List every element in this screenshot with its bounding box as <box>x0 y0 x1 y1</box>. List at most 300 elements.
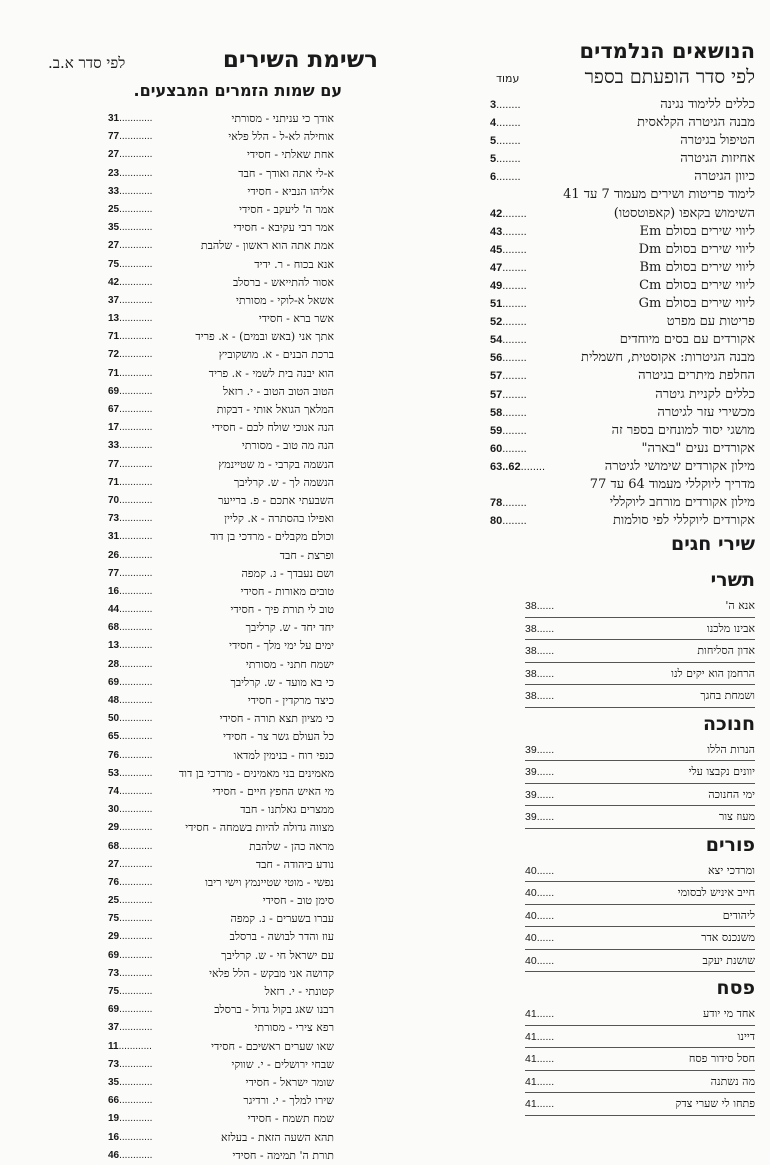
toc-page-number: 45 ........ <box>490 241 527 259</box>
holiday-song-row <box>525 686 755 708</box>
toc-row <box>490 367 755 385</box>
holiday-song-title: מעוז צור <box>718 810 755 823</box>
song-list-page: 73 ..... <box>108 1056 152 1074</box>
song-list-row <box>108 1092 334 1110</box>
holiday-song-page: 38 ...... <box>525 664 554 685</box>
song-list-title: אחת שאלתי - חסידי <box>247 148 334 162</box>
song-list-row <box>108 583 334 601</box>
song-list-page: 35 ..... <box>108 219 152 237</box>
song-list-title: נודע ביהודה - חבד <box>255 857 334 871</box>
song-list-page: 73 ..... <box>108 510 152 528</box>
song-list-title: הנשמה לך - ש. קרליבך <box>233 475 334 489</box>
topics-column <box>490 38 755 1110</box>
song-list-title: יחד יחד - ש. קרליבך <box>245 621 334 635</box>
holiday-song-row <box>525 928 755 950</box>
song-list-row <box>108 419 334 437</box>
topics-list <box>490 96 755 530</box>
toc-page-number: 43 ........ <box>490 223 527 241</box>
song-list-row <box>108 256 334 274</box>
toc-title: מושגי יסוד למונחים בספר זה <box>611 422 755 438</box>
toc-row <box>490 241 755 259</box>
songs-list <box>108 110 334 1165</box>
song-list-page: 72 ..... <box>108 346 152 364</box>
song-list-page: 13 ..... <box>108 310 152 328</box>
toc-page-number: 52 ........ <box>490 313 527 331</box>
song-list-page: 50 ..... <box>108 710 152 728</box>
song-list-row <box>108 165 334 183</box>
song-list-title: כי בא מועד - ש. קרליבך <box>230 675 334 689</box>
song-list-row <box>108 510 334 528</box>
holiday-song-page: 40 ...... <box>525 951 554 972</box>
song-list-page: 69 ..... <box>108 383 152 401</box>
song-list-title: שומר ישראל - חסידי <box>245 1075 334 1089</box>
toc-page-number: 57 ........ <box>490 386 527 404</box>
song-list-row <box>108 292 334 310</box>
song-list-title: עברו בשערים - נ. קמפה <box>230 912 334 926</box>
song-list-title: ואפילו בהסתרה - א. קליין <box>224 512 334 526</box>
toc-page-number: 5 ........ <box>490 150 521 168</box>
song-list-title: עם ישראל חי - ש. קרליבך <box>221 948 334 962</box>
holiday-song-page: 39 ...... <box>525 785 554 806</box>
song-list-title: כנפי רוח - בנימין למדאו <box>233 748 334 762</box>
song-list-row <box>108 237 334 255</box>
song-list-row <box>108 547 334 565</box>
toc-title: אחיזות הגיטרה <box>680 151 755 167</box>
toc-row <box>490 150 755 168</box>
holiday-song-row <box>525 883 755 905</box>
song-list-title: ישמח חתני - מסורתי <box>245 657 334 671</box>
song-list-title: תורת ה' תמימה - חסידי <box>232 1148 334 1162</box>
song-list-title: שמח תשמח - חסידי <box>247 1112 334 1126</box>
holiday-song-row <box>525 1004 755 1026</box>
song-list-title: ופרצת - חבד <box>279 548 334 562</box>
song-list-row <box>108 492 334 510</box>
toc-page-number: 59 ........ <box>490 422 527 440</box>
toc-row <box>490 422 755 440</box>
holiday-song-page: 38 ...... <box>525 596 554 617</box>
songs-subtitle: עם שמות הזמרים המבצעים. <box>133 81 342 100</box>
toc-title: מכשירי עזר לגיטרה <box>657 404 755 420</box>
song-list-title: השבעתי אתכם - פ. ברייער <box>218 493 334 507</box>
song-list-title: הטוב הטוב הטוב - י. רזאל <box>222 384 334 398</box>
song-list-page: 26 ..... <box>108 547 152 565</box>
toc-title: אקורדים ליוקללי לפי סולמות <box>612 513 755 529</box>
holiday-song-title: ומרדכי יצא <box>707 863 755 877</box>
toc-page-number: 42 ........ <box>490 205 527 223</box>
song-list-page: 37 ..... <box>108 292 152 310</box>
holiday-group <box>525 712 755 829</box>
song-list-page: 76 ..... <box>108 747 152 765</box>
song-list-row <box>108 437 334 455</box>
song-list-title: שבחי ירושלים - י. שווקי <box>231 1057 334 1071</box>
song-list-row <box>108 783 334 801</box>
toc-page-number: 5 ........ <box>490 132 521 150</box>
toc-row <box>490 295 755 313</box>
song-list-row <box>108 383 334 401</box>
toc-title: מילון אקורדים שימושי לגיטרה <box>604 458 755 474</box>
song-list-title: עוז והדר לבושה - ברסלב <box>229 930 334 944</box>
toc-row <box>490 331 755 349</box>
song-list-row <box>108 146 334 164</box>
song-list-title: קדושה אני מבקש - הלל פלאי <box>209 966 334 980</box>
holiday-song-page: 38 ...... <box>525 686 554 707</box>
holiday-song-page: 40 ...... <box>525 928 554 949</box>
song-list-page: 68 ..... <box>108 619 152 637</box>
song-list-title: מראה כהן - שלהבת <box>249 839 334 853</box>
song-list-page: 67 ..... <box>108 401 152 419</box>
song-list-row <box>108 637 334 655</box>
holiday-song-title: אדון הסליחות <box>697 644 755 657</box>
holiday-song-row <box>525 762 755 784</box>
holiday-song-page: 40 ...... <box>525 883 554 904</box>
toc-title: מילון אקורדים מורחב ליוקללי <box>609 495 755 511</box>
toc-page-number: 63..62 ........ <box>490 458 545 476</box>
song-list-page: 25 ..... <box>108 892 152 910</box>
toc-row <box>490 132 755 150</box>
song-list-title: מאמינים בני מאמינים - מרדכי בן דוד <box>178 766 334 780</box>
song-list-row <box>108 528 334 546</box>
holiday-group-title: פורים <box>705 833 755 856</box>
song-list-title: אמר רבי עקיבא - חסידי <box>233 221 334 235</box>
song-list-page: 31 ..... <box>108 528 152 546</box>
toc-title: הטיפול בגיטרה <box>680 133 755 149</box>
holiday-song-row <box>525 664 755 686</box>
holiday-song-title: ושמחת בחגך <box>700 689 755 702</box>
song-list-title: נפשי - מוטי שטיינמץ וישי ריבו <box>205 875 334 889</box>
song-list-page: 48 ..... <box>108 692 152 710</box>
song-list-title: טוב לי תורת פיך - חסידי <box>230 603 334 617</box>
song-list-page: 71 ..... <box>108 328 152 346</box>
song-list-row <box>108 765 334 783</box>
toc-row <box>490 440 755 458</box>
song-list-page: 33 ..... <box>108 183 152 201</box>
song-list-page: 29 ..... <box>108 928 152 946</box>
song-list-page: 23 ..... <box>108 165 152 183</box>
holiday-song-title: הנרות הללו <box>707 742 755 756</box>
song-list-row <box>108 856 334 874</box>
toc-page-number: 49 ........ <box>490 277 527 295</box>
holiday-song-title: יוונים נקבצו עלי <box>688 765 755 778</box>
holiday-song-row <box>525 1027 755 1049</box>
song-list-page: 11 ..... <box>108 1038 152 1056</box>
holiday-song-title: חסל סידור פסח <box>688 1052 755 1065</box>
song-list-row <box>108 401 334 419</box>
song-list-row <box>108 619 334 637</box>
toc-row <box>490 259 755 277</box>
song-list-page: 30 ..... <box>108 801 152 819</box>
song-list-page: 35 ..... <box>108 1074 152 1092</box>
song-list-title: רפא צירי - מסורתי <box>254 1021 334 1035</box>
song-list-page: 74 ..... <box>108 783 152 801</box>
holiday-song-page: 41 ...... <box>525 1072 554 1093</box>
toc-title: ליווי שירים בסולם Bm <box>639 259 755 275</box>
song-list-row <box>108 328 334 346</box>
song-list-page: 17 ..... <box>108 419 152 437</box>
holiday-song-title: ימי החנוכה <box>708 787 755 801</box>
holiday-group <box>525 833 755 973</box>
song-list-title: אוחילה לא-ל - הלל פלאי <box>228 130 334 144</box>
toc-row <box>490 223 755 241</box>
holiday-song-title: דיינו <box>737 1029 755 1043</box>
song-list-row <box>108 1074 334 1092</box>
toc-page-number: 78 ........ <box>490 494 527 512</box>
songs-order-note: לפי סדר א.ב. <box>48 54 126 72</box>
holiday-song-title: פתחו לי שערי צדק <box>675 1097 755 1110</box>
song-list-page: 25 ..... <box>108 201 152 219</box>
toc-title: כיוון הגיטרה <box>694 169 755 185</box>
song-list-title: רבנו שאג בקול גדול - ברסלב <box>214 1003 334 1017</box>
song-list-row <box>108 456 334 474</box>
toc-title: אקורדים נעים "בארה" <box>641 440 755 456</box>
holiday-song-row <box>525 951 755 973</box>
toc-row <box>490 205 755 223</box>
holiday-song-title: הרחמן הוא יקים לנו <box>671 666 755 680</box>
song-list-page: 71 ..... <box>108 474 152 492</box>
song-list-title: אשר ברא - חסידי <box>258 312 334 326</box>
song-list-title: א-לי אתה ואודך - חבד <box>238 166 334 180</box>
song-list-title: שירו למלך - י. ורדיגר <box>243 1094 334 1108</box>
song-list-row <box>108 219 334 237</box>
song-list-page: 73 ..... <box>108 965 152 983</box>
song-list-row <box>108 728 334 746</box>
song-list-row <box>108 674 334 692</box>
holiday-song-title: חייב איניש לבסומי <box>677 886 755 899</box>
song-list-row <box>108 310 334 328</box>
song-list-row <box>108 656 334 674</box>
song-list-page: 69 ..... <box>108 1001 152 1019</box>
song-list-title: הוא יבנה בית לשמי - א. פריד <box>208 366 334 380</box>
song-list-page: 13 ..... <box>108 637 152 655</box>
song-list-page: 37 ..... <box>108 1019 152 1037</box>
toc-title: אקורדים עם בסים מיוחדים <box>619 332 755 348</box>
holiday-song-page: 41 ...... <box>525 1004 554 1025</box>
holiday-group-title: חנוכה <box>703 712 755 735</box>
toc-row <box>490 349 755 367</box>
song-list-title: תהא השעה הזאת - בעלזא <box>220 1130 334 1144</box>
holiday-song-row <box>525 1049 755 1071</box>
song-list-title: אסור להתייאש - ברסלב <box>232 275 334 289</box>
song-list-title: אשאל א-לוקי - מסורתי <box>236 293 334 307</box>
song-list-page: 66 ..... <box>108 1092 152 1110</box>
song-list-title: שאו שערים ראשיכם - חסידי <box>211 1039 334 1053</box>
song-list-title: טובים מאורות - חסידי <box>240 584 334 598</box>
song-list-row <box>108 801 334 819</box>
holiday-song-title: מה נשתנה <box>710 1074 755 1088</box>
toc-title: לימוד פריטות ושירים מעמוד 7 עד 41 <box>563 187 755 203</box>
song-list-title: כי מציון תצא תורה - חסידי <box>219 712 334 726</box>
toc-title: כללים לקניית גיטרה <box>655 386 755 402</box>
song-list-row <box>108 201 334 219</box>
songs-header <box>48 44 378 78</box>
toc-row <box>490 114 755 132</box>
song-list-title: אתך אני (באש ובמים) - א. פריד <box>195 330 334 344</box>
song-list-page: 69 ..... <box>108 674 152 692</box>
song-list-page: 69 ..... <box>108 947 152 965</box>
holiday-song-page: 41 ...... <box>525 1049 554 1070</box>
song-list-title: קטונתי - י. רזאל <box>264 985 334 998</box>
song-list-page: 33 ..... <box>108 437 152 455</box>
song-list-page: 75 ..... <box>108 910 152 928</box>
toc-page-number: 47 ........ <box>490 259 527 277</box>
song-list-page: 16 ..... <box>108 1129 152 1147</box>
holiday-song-page: 40 ...... <box>525 906 554 927</box>
song-list-title: הנה מה טוב - מסורתי <box>241 439 334 453</box>
holiday-group-title: תשרי <box>710 569 755 591</box>
song-list-title: הנה אנוכי שולח לכם - חסידי <box>211 421 334 435</box>
topics-subtitle: לפי סדר הופעתם בספר <box>584 66 755 88</box>
song-list-row <box>108 1001 334 1019</box>
toc-page-number: 6 ........ <box>490 168 521 186</box>
song-list-row <box>108 747 334 765</box>
song-list-page: 77 ..... <box>108 456 152 474</box>
song-list-row <box>108 710 334 728</box>
song-list-page: 42 ..... <box>108 274 152 292</box>
toc-row <box>490 277 755 295</box>
toc-row <box>490 386 755 404</box>
holiday-song-row <box>525 785 755 807</box>
song-list-page: 19 ..... <box>108 1110 152 1128</box>
song-list-row <box>108 274 334 292</box>
holiday-song-page: 41 ...... <box>525 1027 554 1048</box>
toc-page-number: 58 ........ <box>490 404 527 422</box>
holiday-song-page: 40 ...... <box>525 861 554 882</box>
song-list-title: סימן טוב - חסידי <box>262 894 334 908</box>
song-list-row <box>108 819 334 837</box>
song-list-page: 77 ..... <box>108 128 152 146</box>
song-list-row <box>108 474 334 492</box>
song-list-row <box>108 692 334 710</box>
song-list-title: ברכת הבנים - א. מושקוביץ <box>218 348 334 362</box>
toc-row <box>490 404 755 422</box>
toc-title: מדריך ליוקללי מעמוד 64 עד 77 <box>589 476 755 492</box>
song-list-page: 31 ..... <box>108 110 152 128</box>
song-list-page: 53 ..... <box>108 765 152 783</box>
song-list-title: הנשמה בקרבי - מ שטיינמץ <box>218 457 334 471</box>
song-list-page: 77 ..... <box>108 565 152 583</box>
song-list-title: אמר ה' ליעקב - חסידי <box>239 202 334 216</box>
song-list-row <box>108 565 334 583</box>
holiday-song-page: 39 ...... <box>525 762 554 783</box>
topics-title: הנושאים הנלמדים <box>579 39 755 63</box>
toc-page-number: 60 ........ <box>490 440 527 458</box>
song-list-row <box>108 1038 334 1056</box>
song-list-page: 29 ..... <box>108 819 152 837</box>
holiday-song-page: 38 ...... <box>525 641 554 662</box>
toc-page-number: 56 ........ <box>490 349 527 367</box>
holiday-song-title: שושנת יעקב <box>702 953 755 967</box>
holiday-song-row <box>525 807 755 829</box>
holiday-song-row <box>525 1094 755 1116</box>
song-list-title: ממצרים גאלתנו - חבד <box>240 803 334 817</box>
song-list-row <box>108 1147 334 1165</box>
song-list-title: אמת אתה הוא ראשון - שלהבת <box>200 239 334 253</box>
toc-title: ליווי שירים בסולם Gm <box>638 296 755 312</box>
song-list-row <box>108 128 334 146</box>
songs-title: רשימת השירים <box>222 47 378 73</box>
toc-title: כללים ללימוד נגינה <box>660 97 755 112</box>
songs-column <box>48 44 378 1165</box>
toc-row <box>490 186 755 204</box>
toc-row <box>490 512 755 530</box>
song-list-row <box>108 965 334 983</box>
toc-title: השימוש בקאפו (קאפוטסטו) <box>613 205 755 221</box>
toc-page-number: 3 ........ <box>490 96 521 114</box>
song-list-row <box>108 1129 334 1147</box>
toc-row <box>490 313 755 331</box>
toc-title: פריטות עם מפרט <box>666 314 755 330</box>
song-list-page: 76 ..... <box>108 874 152 892</box>
song-list-title: וכולם מקבלים - מרדכי בן דוד <box>210 530 334 544</box>
toc-page-number: 51 ........ <box>490 295 527 313</box>
song-list-page: 27 ..... <box>108 856 152 874</box>
song-list-title: אנא בכוח - ר. ידיד <box>254 257 334 271</box>
song-list-row <box>108 892 334 910</box>
song-list-page: 16 ..... <box>108 583 152 601</box>
song-list-page: 27 ..... <box>108 237 152 255</box>
song-list-title: מי האיש החפץ חיים - חסידי <box>212 784 334 798</box>
page-column-label: עמוד <box>496 72 520 85</box>
song-list-page: 28 ..... <box>108 656 152 674</box>
song-list-row <box>108 183 334 201</box>
holiday-group <box>525 568 755 708</box>
holiday-song-row <box>525 641 755 663</box>
holiday-song-page: 41 ...... <box>525 1094 554 1115</box>
song-list-page: 44 ..... <box>108 601 152 619</box>
holiday-group <box>525 976 755 1116</box>
holiday-songs-list <box>525 568 755 1120</box>
song-list-title: אליהו הנביא - חסידי <box>247 184 334 198</box>
holiday-songs-title: שירי חגים <box>670 533 755 555</box>
toc-row <box>490 494 755 512</box>
song-list-row <box>108 1019 334 1037</box>
toc-title: ליווי שירים בסולם Em <box>639 223 755 239</box>
holiday-song-title: משנכנס אדר <box>701 931 755 944</box>
toc-row <box>490 96 755 114</box>
holiday-song-title: ליהודים <box>722 908 755 922</box>
toc-page-number: 54 ........ <box>490 331 527 349</box>
song-list-row <box>108 1110 334 1128</box>
song-list-page: 27 ..... <box>108 146 152 164</box>
song-list-page: 46 ..... <box>108 1147 152 1165</box>
topics-subtitle-row <box>490 64 755 90</box>
toc-page-number: 57 ........ <box>490 367 527 385</box>
toc-row <box>490 476 755 494</box>
holiday-song-row <box>525 619 755 641</box>
song-list-title: אודך כי עניתני - מסורתי <box>231 112 334 125</box>
holiday-song-row <box>525 1072 755 1094</box>
holiday-group-title: פסח <box>716 977 755 999</box>
song-list-row <box>108 947 334 965</box>
holiday-song-title: אחד מי יודע <box>702 1007 755 1020</box>
song-list-title: כיצד מרקדין - חסידי <box>247 694 334 707</box>
toc-row <box>490 458 755 476</box>
song-list-row <box>108 110 334 128</box>
holiday-song-title: אבינו מלכנו <box>706 621 755 635</box>
toc-page-number: 80 ........ <box>490 512 527 530</box>
song-list-page: 70 ..... <box>108 492 152 510</box>
holiday-song-row <box>525 906 755 928</box>
song-list-row <box>108 601 334 619</box>
song-list-row <box>108 346 334 364</box>
toc-page-number: 4 ........ <box>490 114 521 132</box>
song-list-page: 71 ..... <box>108 365 152 383</box>
holiday-song-page: 38 ...... <box>525 619 554 640</box>
song-list-row <box>108 910 334 928</box>
toc-title: ליווי שירים בסולם Dm <box>638 241 755 257</box>
toc-title: מבנה הגיטרה הקלאסית <box>637 115 755 131</box>
holiday-song-row <box>525 596 755 618</box>
song-list-row <box>108 1056 334 1074</box>
